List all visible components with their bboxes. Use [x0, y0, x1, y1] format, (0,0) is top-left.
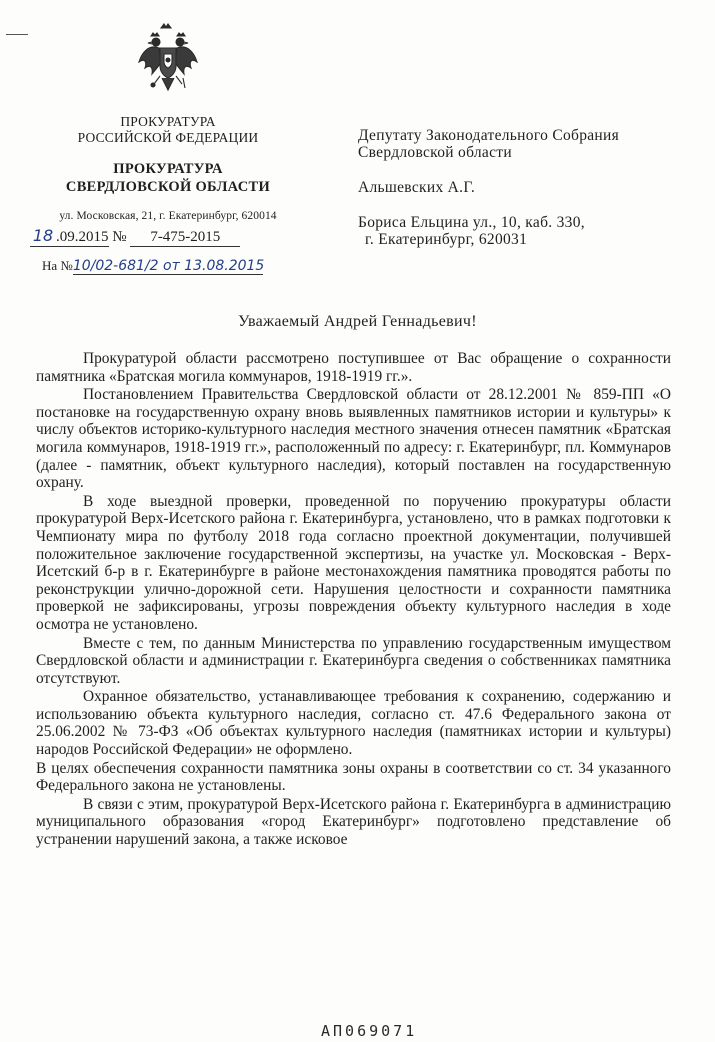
reference-prefix: На № [42, 258, 73, 273]
paragraph-6: В целях обеспечения сохранности памятника зоны охраны в соответствии со ст. 34 указанного Федерального закона не установлены. [36, 759, 671, 795]
registration-date: .09.2015 [56, 229, 109, 245]
number-mark: № [112, 229, 127, 245]
paragraph-1: Прокуратурой области рассмотрено поступившее от Вас обращение о сохранности памятника «Братская могила коммунаров, 1918-1919 гг.». [36, 350, 671, 385]
registration-number: 7-475-2015 [130, 229, 240, 247]
addressee-line2: Свердловской области [358, 144, 512, 161]
registration-line [30, 226, 240, 247]
addressee-address-line2: г. Екатеринбург, 620031 [365, 231, 528, 248]
reference-line [42, 258, 263, 275]
registration-day: 18 [32, 226, 54, 245]
addressee-address-line1: Бориса Ельцина ул., 10, каб. 330, [358, 214, 585, 231]
reference-value: 10/02-681/2 от 13.08.2015 [72, 258, 265, 274]
addressee-name: Альшевских А.Г. [358, 179, 476, 196]
form-serial-number: АП069071 [321, 1022, 418, 1040]
letter-body [36, 350, 671, 850]
paragraph-5: Охранное обязательство, устанавливающее требования к сохранению, содержанию и использованию объекта культурного наследия, согласно ст. 47.6 Федерального закона от 25.06.2002 № 73-ФЗ «Об объектах культурного наследия (памятниках истории и культуры) народов Российской Федерации» не оформлено. [36, 688, 671, 759]
sender-block [18, 22, 318, 222]
paragraph-7: В связи с этим, прокуратурой Верх-Исетского района г. Екатеринбурга в администрацию муниципального образования «город Екатеринбург» подготовлено представление об устранении нарушений закона, а также исковое [36, 795, 671, 849]
sender-address: ул. Московская, 21, г. Екатеринбург, 620014 [59, 210, 277, 222]
double-headed-eagle-emblem-icon [137, 22, 199, 98]
org-line1: ПРОКУРАТУРА [113, 161, 223, 177]
paragraph-4: Вместе с тем, по данным Министерства по управлению государственным имуществом Свердловской области и администрации г. Екатеринбурга сведения о собственниках памятника отсутствуют. [36, 634, 671, 687]
paragraph-2: Постановлением Правительства Свердловской области от 28.12.2001 № 859-ПП «О постановке на государственную охрану вновь выявленных памятников истории и культуры» к числу объектов историко-культурного наследия местного значения отнесен памятник «Братская могила коммунаров, 1918-1919 гг.», расположенный по адресу: г. Екатеринбург, пл. Коммунаров (далее - памятник, объект культурного наследия), который поставлен на государственную охрану. [36, 386, 671, 492]
parent-org-line1: ПРОКУРАТУРА [120, 114, 216, 129]
paragraph-3: В ходе выездной проверки, проведенной по поручению прокуратуры области прокуратурой Верх-Исетского района г. Екатеринбурга, установлено, что в рамках подготовки к Чемпионату мира по футболу 2018 года согласно проектной документации, получившей положительное заключение государственной экспертизы, на участке ул. Московская - Верх-Исетский б-р в г. Екатеринбурге в районе местонахождения памятника проводятся работы по реконструкции улично-дорожной сети. Нарушения целостности и сохранности памятника проверкой не зафиксированы, угрозы повреждения объекту культурного наследия в ходе осмотра не установлено. [36, 492, 671, 633]
addressee-block [358, 127, 688, 248]
salutation: Уважаемый Андрей Геннадьевич! [238, 313, 477, 330]
parent-org-line2: РОССИЙСКОЙ ФЕДЕРАЦИИ [77, 130, 259, 145]
org-line2: СВЕРДЛОВСКОЙ ОБЛАСТИ [65, 179, 271, 195]
addressee-line1: Депутату Законодательного Собрания [358, 127, 620, 144]
